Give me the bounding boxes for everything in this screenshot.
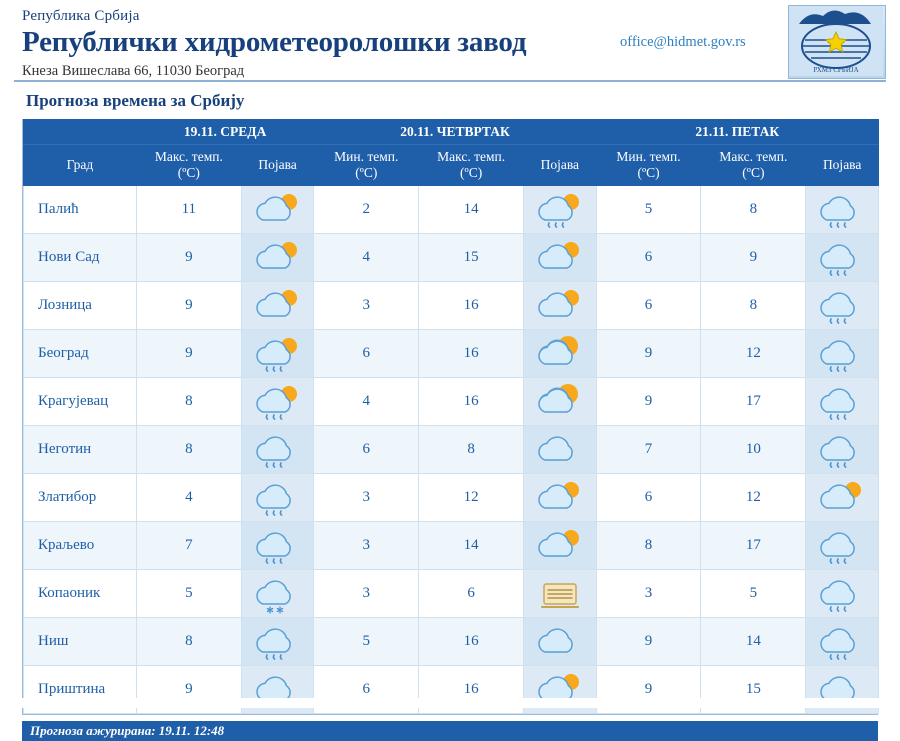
- col-phen-day2: Појава: [524, 145, 597, 186]
- cloudy-drizzle-icon: [806, 331, 878, 376]
- col-city: Град: [24, 145, 137, 186]
- cell-tmin-day3: 6: [596, 282, 701, 330]
- col-tmax-day3-unit: (ºC): [742, 165, 765, 180]
- cell-tmax-day1: 4: [136, 474, 241, 522]
- partly-cloudy-icon: [806, 475, 878, 520]
- cell-tmin-day3: 9: [596, 330, 701, 378]
- forecast-table-wrapper: [22, 119, 878, 715]
- cell-tmax-day1: 8: [136, 426, 241, 474]
- table-row: [24, 474, 879, 522]
- cell-tmax-day2: 6: [419, 570, 524, 618]
- day-header-2: 20.11. ЧЕТВРТАК: [314, 120, 596, 145]
- cell-tmax-day1: 7: [136, 522, 241, 570]
- cell-phenomenon-day1: [241, 378, 314, 426]
- cell-tmin-day3: 3: [596, 570, 701, 618]
- col-tmax-day2: [419, 145, 524, 186]
- col-phen-day1: Појава: [241, 145, 314, 186]
- cloudy-drizzle-icon: [242, 523, 314, 568]
- cell-phenomenon-day2: [524, 618, 597, 666]
- page-title: Републички хидрометеоролошки завод: [22, 26, 527, 58]
- partly-cloudy-icon: [524, 283, 596, 328]
- cell-phenomenon-day1: [241, 330, 314, 378]
- cell-tmin-day2: 3: [314, 522, 419, 570]
- partly-cloudy-icon: [242, 283, 314, 328]
- cell-tmin-day3: 8: [596, 522, 701, 570]
- cell-tmax-day2: 16: [419, 330, 524, 378]
- cell-tmin-day2: 3: [314, 474, 419, 522]
- col-tmin-day2: [314, 145, 419, 186]
- cell-tmax-day2: 8: [419, 426, 524, 474]
- cloudy-drizzle-icon: [806, 283, 878, 328]
- cloudy-drizzle-icon: [806, 619, 878, 664]
- table-row: [24, 378, 879, 426]
- cell-phenomenon-day2: [524, 426, 597, 474]
- cell-phenomenon-day1: [241, 234, 314, 282]
- partly-cloudy-icon: [242, 187, 314, 232]
- cell-tmax-day2: 14: [419, 186, 524, 234]
- col-tmax-day2-unit: (ºC): [460, 165, 483, 180]
- cloudy-drizzle-icon: [806, 571, 878, 616]
- table-row: [24, 426, 879, 474]
- cell-tmax-day3: 14: [701, 618, 806, 666]
- cell-tmin-day2: 4: [314, 234, 419, 282]
- fog-icon: [524, 571, 596, 616]
- cell-phenomenon-day2: [524, 570, 597, 618]
- cell-city: Неготин: [24, 426, 137, 474]
- cell-city: Копаоник: [24, 570, 137, 618]
- mostly-sunny-cloud-icon: [524, 331, 596, 376]
- cloudy-drizzle-icon: [806, 427, 878, 472]
- day-header-3: 21.11. ПЕТАК: [596, 120, 878, 145]
- col-tmin-day2-unit: (ºC): [355, 165, 378, 180]
- cell-tmax-day3: 12: [701, 330, 806, 378]
- cell-phenomenon-day3: [806, 618, 879, 666]
- cell-phenomenon-day2: [524, 234, 597, 282]
- cell-tmax-day1: 5: [136, 570, 241, 618]
- cell-phenomenon-day3: [806, 570, 879, 618]
- update-status-bar: Прогноза ажурирана: 19.11. 12:48: [22, 721, 878, 741]
- logo-emblem-icon: [789, 6, 883, 76]
- col-tmin-day2-label: Мин. темп.: [334, 149, 399, 165]
- cloudy-drizzle-icon: [242, 475, 314, 520]
- cell-phenomenon-day3: [806, 330, 879, 378]
- section-title: Прогноза времена за Србију: [26, 91, 245, 110]
- table-row: [24, 330, 879, 378]
- table-row: [24, 570, 879, 618]
- cell-tmin-day3: 6: [596, 234, 701, 282]
- partly-cloudy-icon: [524, 475, 596, 520]
- cell-tmin-day2: 2: [314, 186, 419, 234]
- cell-tmin-day3: 9: [596, 378, 701, 426]
- col-tmax-day1: [136, 145, 241, 186]
- cell-tmax-day2: 16: [419, 618, 524, 666]
- cell-phenomenon-day1: [241, 522, 314, 570]
- cell-tmax-day3: 8: [701, 186, 806, 234]
- table-header: [24, 120, 879, 186]
- cell-city: Палић: [24, 186, 137, 234]
- cell-tmax-day2: 16: [419, 282, 524, 330]
- cell-city: Нови Сад: [24, 234, 137, 282]
- cell-phenomenon-day2: [524, 282, 597, 330]
- cloudy-icon: [524, 427, 596, 472]
- cell-phenomenon-day3: [806, 474, 879, 522]
- cell-city: Ниш: [24, 618, 137, 666]
- cell-city: Београд: [24, 330, 137, 378]
- col-tmin-day3-label: Мин. темп.: [616, 149, 681, 165]
- cell-tmin-day2: 6: [314, 666, 419, 714]
- cell-city: Приштина: [24, 666, 137, 714]
- cell-phenomenon-day3: [806, 522, 879, 570]
- cell-city: Краљево: [24, 522, 137, 570]
- cell-phenomenon-day2: [524, 330, 597, 378]
- cell-phenomenon-day1: [241, 282, 314, 330]
- cell-phenomenon-day1: [241, 186, 314, 234]
- cloudy-drizzle-icon: [806, 235, 878, 280]
- mostly-sunny-cloud-icon: [524, 379, 596, 424]
- cell-tmin-day3: 5: [596, 186, 701, 234]
- cell-tmax-day3: 10: [701, 426, 806, 474]
- col-tmax-day1-unit: (ºC): [177, 165, 200, 180]
- table-body: [24, 186, 879, 714]
- cell-phenomenon-day3: [806, 186, 879, 234]
- cell-tmin-day3: 9: [596, 618, 701, 666]
- cell-tmin-day2: 5: [314, 618, 419, 666]
- cell-phenomenon-day1: [241, 474, 314, 522]
- cell-tmax-day1: 9: [136, 234, 241, 282]
- partly-cloudy-icon: [524, 523, 596, 568]
- col-tmax-day3: [701, 145, 806, 186]
- day-header-row: [24, 120, 879, 145]
- col-phen-day3: Појава: [806, 145, 879, 186]
- day-header-1: 19.11. СРЕДА: [136, 120, 313, 145]
- cell-tmin-day2: 6: [314, 330, 419, 378]
- partly-cloudy-drizzle-icon: [524, 187, 596, 232]
- page-header: [0, 0, 900, 78]
- cloudy-drizzle-icon: [242, 427, 314, 472]
- col-tmax-day1-label: Макс. темп.: [154, 149, 223, 165]
- cloudy-drizzle-icon: [806, 523, 878, 568]
- cell-phenomenon-day3: [806, 426, 879, 474]
- col-tmin-day3: [596, 145, 701, 186]
- cell-tmax-day2: 12: [419, 474, 524, 522]
- partly-cloudy-drizzle-icon: [242, 379, 314, 424]
- table-row: [24, 522, 879, 570]
- cell-tmax-day3: 5: [701, 570, 806, 618]
- cell-tmin-day2: 3: [314, 570, 419, 618]
- col-tmax-day3-label: Макс. темп.: [719, 149, 788, 165]
- cell-tmax-day1: 8: [136, 618, 241, 666]
- cell-phenomenon-day3: [806, 282, 879, 330]
- cloudy-drizzle-icon: [242, 619, 314, 664]
- cell-city: Златибор: [24, 474, 137, 522]
- cell-phenomenon-day3: [806, 378, 879, 426]
- cloudy-snow-icon: [242, 571, 314, 616]
- cell-tmin-day2: 6: [314, 426, 419, 474]
- cloudy-drizzle-icon: [806, 187, 878, 232]
- cell-phenomenon-day3: [806, 234, 879, 282]
- cell-tmin-day3: 9: [596, 666, 701, 714]
- cell-tmax-day1: 9: [136, 282, 241, 330]
- contact-email-link[interactable]: office@hidmet.gov.rs: [620, 34, 746, 50]
- cell-city: Крагујевац: [24, 378, 137, 426]
- forecast-table: [23, 119, 879, 714]
- svg-text:РХМЗ СРБИЈА: РХМЗ СРБИЈА: [813, 66, 859, 74]
- table-row: [24, 282, 879, 330]
- cell-phenomenon-day1: [241, 570, 314, 618]
- cell-phenomenon-day2: [524, 522, 597, 570]
- cell-tmax-day1: 11: [136, 186, 241, 234]
- cell-tmax-day3: 8: [701, 282, 806, 330]
- cell-tmax-day2: 16: [419, 666, 524, 714]
- cloudy-icon: [524, 619, 596, 664]
- institution-country: Република Србија: [22, 8, 140, 24]
- cell-tmax-day3: 17: [701, 378, 806, 426]
- cell-tmax-day1: 8: [136, 378, 241, 426]
- rhmz-logo: [788, 5, 886, 79]
- cell-tmax-day1: 9: [136, 330, 241, 378]
- col-tmin-day3-unit: (ºC): [637, 165, 660, 180]
- cell-tmax-day3: 15: [701, 666, 806, 714]
- cell-phenomenon-day2: [524, 186, 597, 234]
- cell-phenomenon-day2: [524, 474, 597, 522]
- cell-tmax-day1: 9: [136, 666, 241, 714]
- cell-tmax-day2: 15: [419, 234, 524, 282]
- cell-tmax-day2: 14: [419, 522, 524, 570]
- cell-tmax-day3: 17: [701, 522, 806, 570]
- col-tmax-day2-label: Макс. темп.: [437, 149, 506, 165]
- partly-cloudy-icon: [524, 235, 596, 280]
- cell-city: Лозница: [24, 282, 137, 330]
- day-header-spacer: [24, 120, 137, 145]
- cloudy-drizzle-icon: [806, 379, 878, 424]
- table-row: [24, 234, 879, 282]
- cell-tmin-day3: 6: [596, 474, 701, 522]
- cell-tmax-day3: 12: [701, 474, 806, 522]
- cell-tmax-day3: 9: [701, 234, 806, 282]
- cell-phenomenon-day1: [241, 618, 314, 666]
- partly-cloudy-drizzle-icon: [242, 331, 314, 376]
- institution-address: Кнеза Вишеслава 66, 11030 Београд: [22, 63, 245, 79]
- page-bottom-spacer: [0, 698, 900, 708]
- table-row: [24, 186, 879, 234]
- cell-tmax-day2: 16: [419, 378, 524, 426]
- cell-tmin-day2: 3: [314, 282, 419, 330]
- cell-tmin-day2: 4: [314, 378, 419, 426]
- column-header-row: [24, 145, 879, 186]
- cell-phenomenon-day1: [241, 426, 314, 474]
- cell-phenomenon-day2: [524, 378, 597, 426]
- table-row: [24, 618, 879, 666]
- partly-cloudy-icon: [242, 235, 314, 280]
- cell-tmin-day3: 7: [596, 426, 701, 474]
